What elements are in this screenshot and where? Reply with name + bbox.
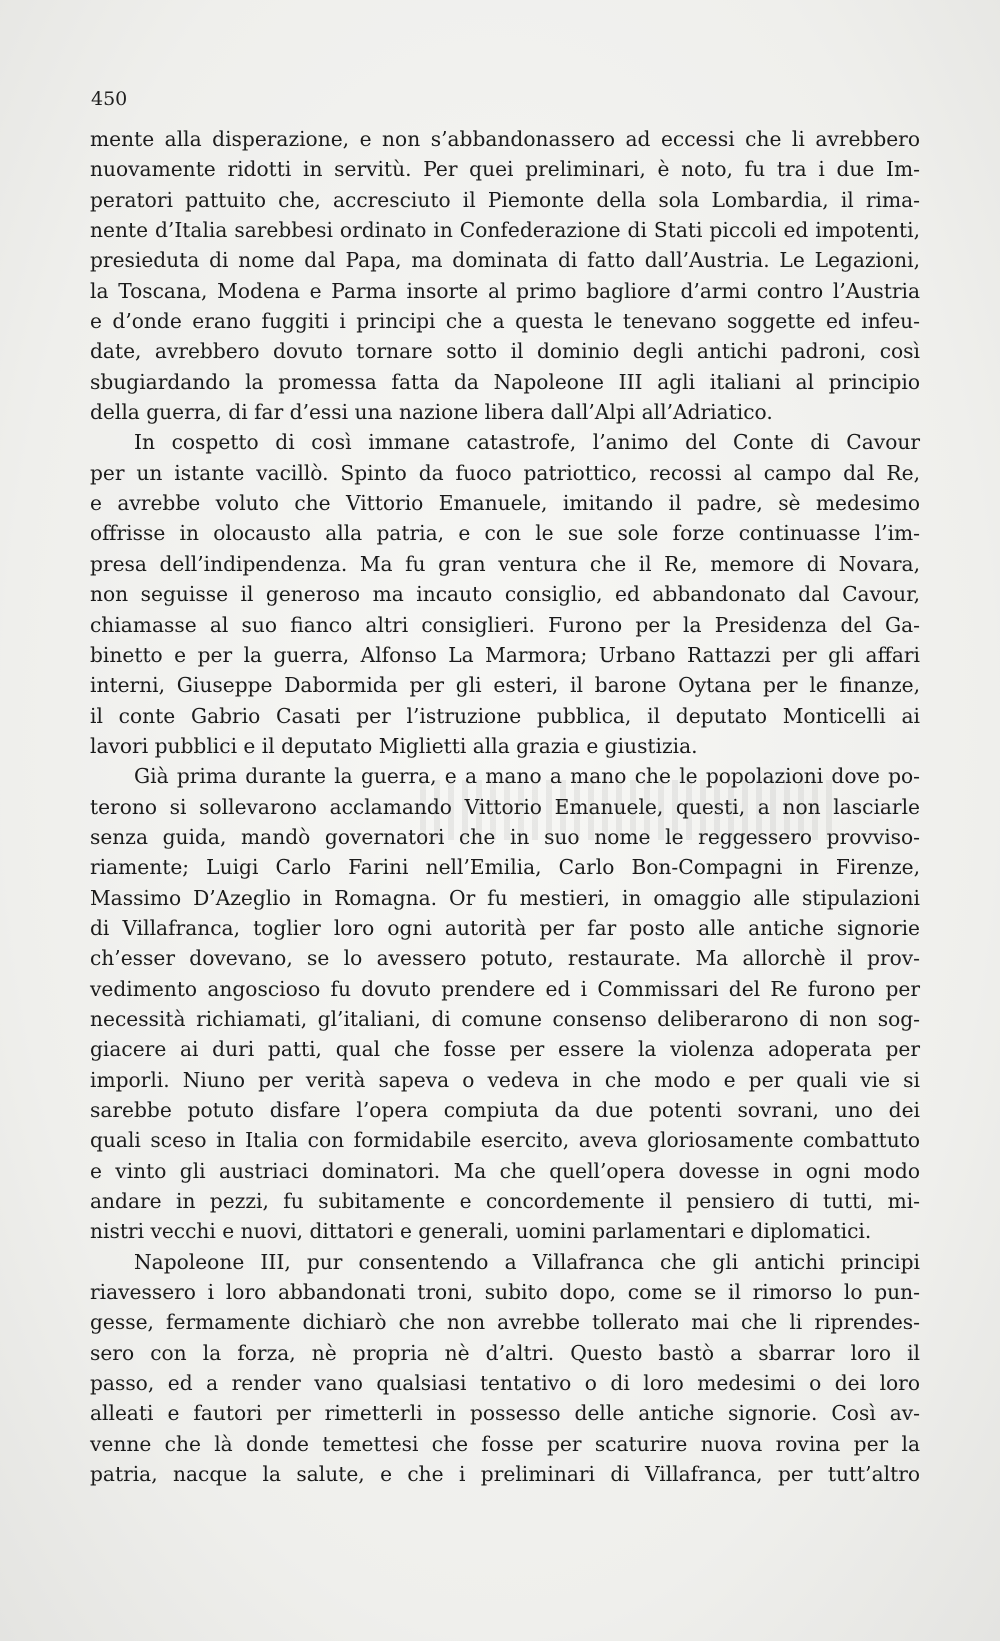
text-line: e avrebbe voluto che Vittorio Emanuele, imitando il padre, sè medesimo (90, 491, 920, 516)
text-line: senza guida, mandò governatori che in suo nome le reggessero provviso- (90, 824, 920, 849)
text-line: binetto e per la guerra, Alfonso La Marmora; Urbano Rattazzi per gli affari (90, 642, 920, 667)
text-line: la Toscana, Modena e Parma insorte al primo bagliore d’armi contro l’Austria (90, 278, 920, 303)
text-line: offrisse in olocausto alla patria, e con le sue sole forze continuasse l’im- (90, 521, 920, 546)
text-line: patria, nacque la salute, e che i preliminari di Villafranca, per tutt’altro (90, 1462, 920, 1487)
text-line: peratori pattuito che, accresciuto il Piemonte della sola Lombardia, il rima- (90, 187, 920, 212)
text-line: giacere ai duri patti, qual che fosse per essere la violenza adoperata per (90, 1037, 920, 1062)
text-line: sero con la forza, nè propria nè d’altri. Questo bastò a sbarrar loro il (90, 1340, 920, 1365)
text-line: ch’esser dovevano, se lo avessero potuto, restaurate. Ma allorchè il prov- (90, 946, 920, 971)
text-line: andare in pezzi, fu subitamente e concordemente il pensiero di tutti, mi- (90, 1189, 920, 1214)
text-line: nistri vecchi e nuovi, dittatori e generali, uomini parlamentari e diplomatici. (90, 1219, 872, 1244)
text-line: Già prima durante la guerra, e a mano a mano che le popolazioni dove po- (134, 764, 920, 789)
text-line: il conte Gabrio Casati per l’istruzione pubblica, il deputato Monticelli ai (90, 703, 920, 728)
text-line: per un istante vacillò. Spinto da fuoco patriottico, recossi al campo dal Re, (90, 460, 920, 485)
text-line: presieduta di nome dal Papa, ma dominata di fatto dall’Austria. Le Legazioni, (90, 248, 920, 273)
text-line: e vinto gli austriaci dominatori. Ma che quell’opera dovesse in ogni modo (90, 1158, 920, 1183)
text-line: non seguisse il generoso ma incauto consiglio, ed abbandonato dal Cavour, (90, 582, 920, 607)
text-line: nente d’Italia sarebbesi ordinato in Confederazione di Stati piccoli ed impotenti, (90, 218, 920, 243)
text-line: di Villafranca, toglier loro ogni autorità per far posto alle antiche signorie (90, 915, 920, 940)
text-line: mente alla disperazione, e non s’abbandonassero ad eccessi che li avrebbero (90, 127, 920, 151)
text-line: vedimento angoscioso fu dovuto prendere ed i Commissari del Re furono per (90, 976, 920, 1001)
text-line: e d’onde erano fuggiti i principi che a questa le tenevano soggette ed infeu- (90, 309, 920, 334)
text-line: terono si sollevarono acclamando Vittorio Emanuele, questi, a non lasciarle (90, 794, 920, 819)
text-line: sarebbe potuto disfare l’opera compiuta da due potenti sovrani, uno dei (90, 1098, 920, 1122)
body-text (90, 124, 920, 1489)
text-line: lavori pubblici e il deputato Miglietti alla grazia e giustizia. (90, 733, 698, 758)
text-line: riamente; Luigi Carlo Farini nell’Emilia, Carlo Bon-Compagni in Firenze, (90, 855, 920, 880)
text-line: Massimo D’Azeglio in Romagna. Or fu mestieri, in omaggio alle stipulazioni (90, 885, 920, 910)
text-line: sbugiardando la promessa fatta da Napoleone III agli italiani al principio (90, 369, 920, 394)
text-line: riavessero i loro abbandonati troni, subito dopo, come se il rimorso lo pun- (90, 1280, 920, 1305)
text-line: passo, ed a render vano qualsiasi tentativo o di loro medesimi o dei loro (90, 1371, 920, 1396)
text-line: quali sceso in Italia con formidabile esercito, aveva gloriosamente combattuto (90, 1128, 920, 1153)
text-line: date, avrebbero dovuto tornare sotto il dominio degli antichi padroni, così (90, 339, 920, 364)
text-line: alleati e fautori per rimetterli in possesso delle antiche signorie. Così av- (90, 1401, 920, 1426)
text-line: Napoleone III, pur consentendo a Villafranca che gli antichi principi (134, 1249, 920, 1274)
text-line: presa dell’indipendenza. Ma fu gran ventura che il Re, memore di Novara, (90, 551, 920, 576)
text-line: gesse, fermamente dichiarò che non avrebbe tollerato mai che li riprendes- (90, 1310, 920, 1335)
text-line: nuovamente ridotti in servitù. Per quei preliminari, è noto, fu tra i due Im- (90, 157, 920, 182)
text-line: imporli. Niuno per verità sapeva o vedeva in che modo e per quali vie si (90, 1067, 920, 1092)
text-line: necessità richiamati, gl’italiani, di comune consenso deliberarono di non sog- (90, 1006, 920, 1031)
text-line: chiamasse al suo fianco altri consiglieri. Furono per la Presidenza del Ga- (90, 612, 920, 637)
page-number: 450 (91, 88, 128, 110)
text-line: della guerra, di far d’essi una nazione libera dall’Alpi all’Adriatico. (90, 400, 773, 425)
text-line: interni, Giuseppe Dabormida per gli esteri, il barone Oytana per le finanze, (90, 673, 920, 698)
text-line: In cospetto di così immane catastrofe, l’animo del Conte di Cavour (134, 430, 920, 455)
text-line: venne che là donde temettesi che fosse per scaturire nuova rovina per la (90, 1431, 920, 1456)
